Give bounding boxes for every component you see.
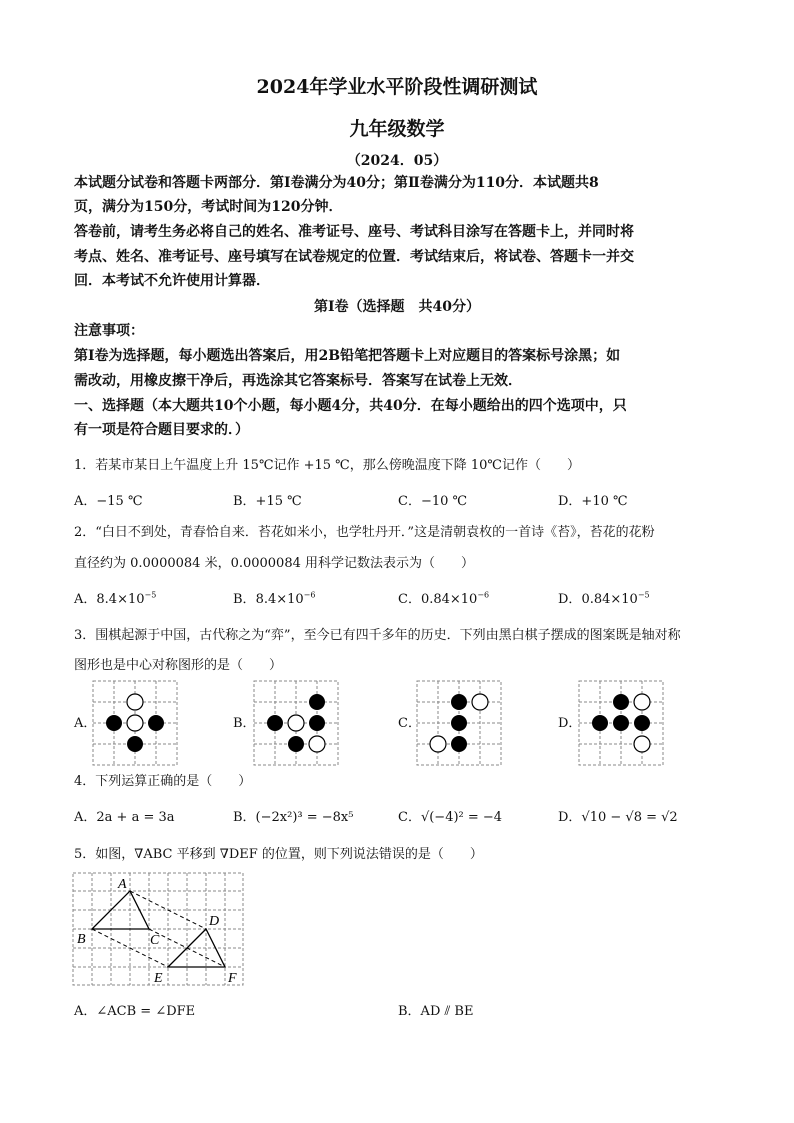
q5-label-e: E [154, 971, 163, 986]
q2-b-base: 8.4×10 [255, 592, 304, 607]
q4-option-c: C．√(−4)² = −4 [398, 810, 503, 825]
q3-stem-1: 3．围棋起源于中国，古代称之为“弈”，至今已有四千多年的历史．下列由黑白棋子摆成的图案既是轴对称 [74, 628, 681, 643]
q5-label-b: B [77, 932, 86, 947]
q5-label-a: A [118, 877, 127, 892]
exam-date: （2024．05） [346, 153, 448, 169]
q3-figure-a [92, 680, 178, 766]
q2-d-exp: −5 [637, 590, 650, 600]
q2-option-a [74, 588, 156, 607]
page-subtitle: 九年级数学 [349, 118, 445, 140]
q5-label-c: C [150, 933, 160, 948]
q2-stem-1: 2．“白日不到处，青春恰自来．苔花如米小，也学牡丹开．”这是清朝袁枚的一首诗《苔》，苔花的花粉 [74, 525, 655, 540]
q3-option-b-label: B． [233, 716, 256, 731]
intro-line-2: 页，满分为150分，考试时间为120分钟． [74, 199, 343, 215]
section-title: 第Ⅰ卷（选择题 共40分） [313, 299, 481, 315]
q2-a-base: 8.4×10 [96, 592, 145, 607]
q5-label-f: F [228, 971, 237, 986]
notes-label: 注意事项： [74, 323, 144, 339]
q3-option-d-label: D． [558, 716, 582, 731]
q5-option-a: A．∠ACB = ∠DFE [74, 1004, 196, 1019]
q4-option-a: A．2a + a = 3a [74, 810, 175, 825]
q1-stem: 1．若某市某日上午温度上升 15℃记作 +15 ℃，那么傍晚温度下降 10℃记作（ ） [74, 458, 580, 473]
q3-option-a-label: A． [74, 716, 97, 731]
q2-a-exp: −5 [144, 590, 157, 600]
notes-line-1: 第Ⅰ卷为选择题，每小题选出答案后，用2B铅笔把答题卡上对应题目的答案标号涂黑；如 [74, 348, 621, 364]
q3-stem-2: 图形也是中心对称图形的是（ ） [74, 658, 283, 673]
q2-d-label: D． [558, 592, 582, 607]
q2-stem-2: 直径约为 0.0000084 米，0.0000084 用科学记数法表示为（ ） [74, 556, 474, 571]
q2-c-base: 0.84×10 [420, 592, 478, 607]
q4-option-b: B．(−2x²)³ = −8x⁵ [233, 810, 354, 825]
q5-translation-figure [72, 872, 246, 988]
intro-line-4: 考点、姓名、准考证号、座号填写在试卷规定的位置．考试结束后，将试卷、答题卡一并交 [74, 249, 634, 265]
q2-option-c [398, 588, 489, 607]
notes-line-2: 需改动，用橡皮擦干净后，再选涂其它答案标号．答案写在试卷上无效． [74, 373, 522, 389]
intro-line-3: 答卷前，请考生务必将自己的姓名、准考证号、座号、考试科目涂写在答题卡上，并同时将 [74, 224, 634, 240]
q1-option-a: A．−15 ℃ [74, 494, 143, 509]
q5-stem: 5．如图，∇ABC 平移到 ∇DEF 的位置，则下列说法错误的是（ ） [74, 847, 483, 862]
q3-figure-b [253, 680, 339, 766]
q2-option-b [233, 588, 315, 607]
q4-stem: 4．下列运算正确的是（ ） [74, 774, 252, 789]
intro-line-5: 回．本考试不允许使用计算器． [74, 273, 270, 289]
q5-option-b: B．AD ⫽ BE [398, 1004, 474, 1019]
q3-figure-c [416, 680, 502, 766]
q2-c-label: C． [398, 592, 421, 607]
q3-option-c-label: C． [398, 716, 421, 731]
q2-b-exp: −6 [303, 590, 316, 600]
q2-option-d [558, 588, 650, 607]
q2-d-base: 0.84×10 [581, 592, 638, 607]
q4-option-d: D．√10 − √8 = √2 [558, 810, 678, 825]
intro-line-1: 本试题分试卷和答题卡两部分．第Ⅰ卷满分为40分；第Ⅱ卷满分为110分．本试题共8 [74, 175, 599, 191]
q2-a-label: A． [74, 592, 97, 607]
q1-option-d: D．+10 ℃ [558, 494, 628, 509]
part-heading-2: 有一项是符合题目要求的．） [74, 422, 249, 438]
q1-option-b: B．+15 ℃ [233, 494, 302, 509]
q1-option-c: C．−10 ℃ [398, 494, 468, 509]
q5-label-d: D [209, 914, 220, 929]
q2-c-exp: −6 [477, 590, 490, 600]
q3-figure-d [578, 680, 664, 766]
part-heading-1: 一、选择题（本大题共10个小题，每小题4分，共40分．在每小题给出的四个选项中，只 [74, 398, 627, 414]
page-title: 2024年学业水平阶段性调研测试 [256, 76, 538, 98]
q2-b-label: B． [233, 592, 256, 607]
